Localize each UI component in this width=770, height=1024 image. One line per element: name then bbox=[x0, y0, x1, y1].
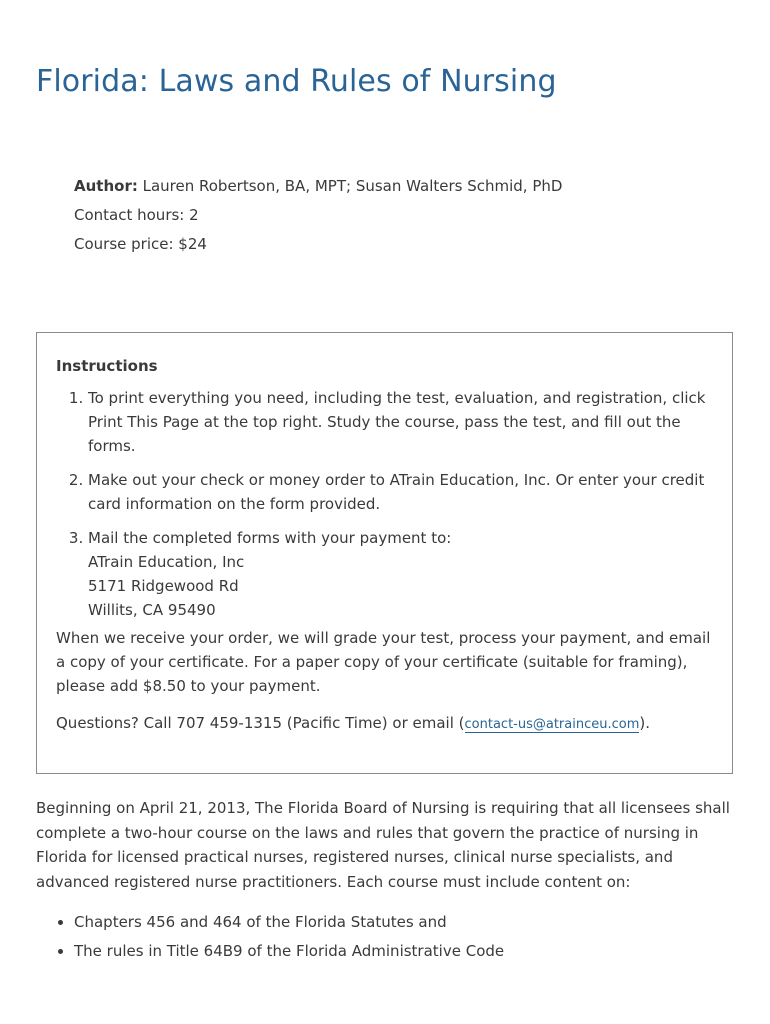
author-label: Author: bbox=[74, 177, 138, 195]
instruction-step-3-text: Mail the completed forms with your payment to: bbox=[88, 529, 452, 547]
content-requirements-list bbox=[36, 908, 504, 966]
questions-line bbox=[56, 711, 713, 737]
author-value: Lauren Robertson, BA, MPT; Susan Walters Schmid, PhD bbox=[137, 177, 563, 195]
course-meta bbox=[74, 172, 562, 259]
list-item: • Chapters 456 and 464 of the Florida Statutes and bbox=[74, 908, 504, 937]
instructions-steps bbox=[56, 386, 713, 622]
address-line-1: ATrain Education, Inc bbox=[88, 553, 245, 571]
author-line bbox=[74, 172, 562, 201]
contact-email-link[interactable]: contact-us@atrainceu.com bbox=[464, 717, 640, 732]
instruction-step-3 bbox=[88, 526, 713, 622]
course-price: Course price: $24 bbox=[74, 235, 207, 253]
address-line-2: 5171 Ridgewood Rd bbox=[88, 577, 239, 595]
instruction-step-2: 2. Make out your check or money order to ATrain Education, Inc. Or enter your credit card information on the form provided. bbox=[88, 468, 713, 516]
instructions-heading: Instructions bbox=[56, 357, 158, 375]
questions-suffix: ). bbox=[639, 714, 650, 732]
questions-prefix: Questions? Call 707 459-1315 (Pacific Time) or email ( bbox=[56, 714, 465, 732]
instruction-step-1: 1. To print everything you need, including the test, evaluation, and registration, click Print This Page at the top right. Study the course, pass the test, and fill out the forms. bbox=[88, 386, 713, 458]
receive-order-text: When we receive your order, we will grade your test, process your payment, and email a copy of your certificate. For a paper copy of your certificate (suitable for framing), please add $8.50 to your payment. bbox=[56, 629, 711, 695]
list-item: • The rules in Title 64B9 of the Florida Administrative Code bbox=[74, 937, 504, 966]
page-title: Florida: Laws and Rules of Nursing bbox=[36, 64, 557, 99]
address-line-3: Willits, CA 95490 bbox=[88, 601, 216, 619]
intro-paragraph: Beginning on April 21, 2013, The Florida Board of Nursing is requiring that all licensees shall complete a two-hour course on the laws and rules that govern the practice of nursing in Florida for licensed practical nurses, registered nurses, clinical nurse specialists, and advanced registered nurse practitioners. Each course must include content on: bbox=[36, 799, 730, 891]
instructions-box bbox=[36, 332, 733, 774]
contact-hours: Contact hours: 2 bbox=[74, 206, 199, 224]
